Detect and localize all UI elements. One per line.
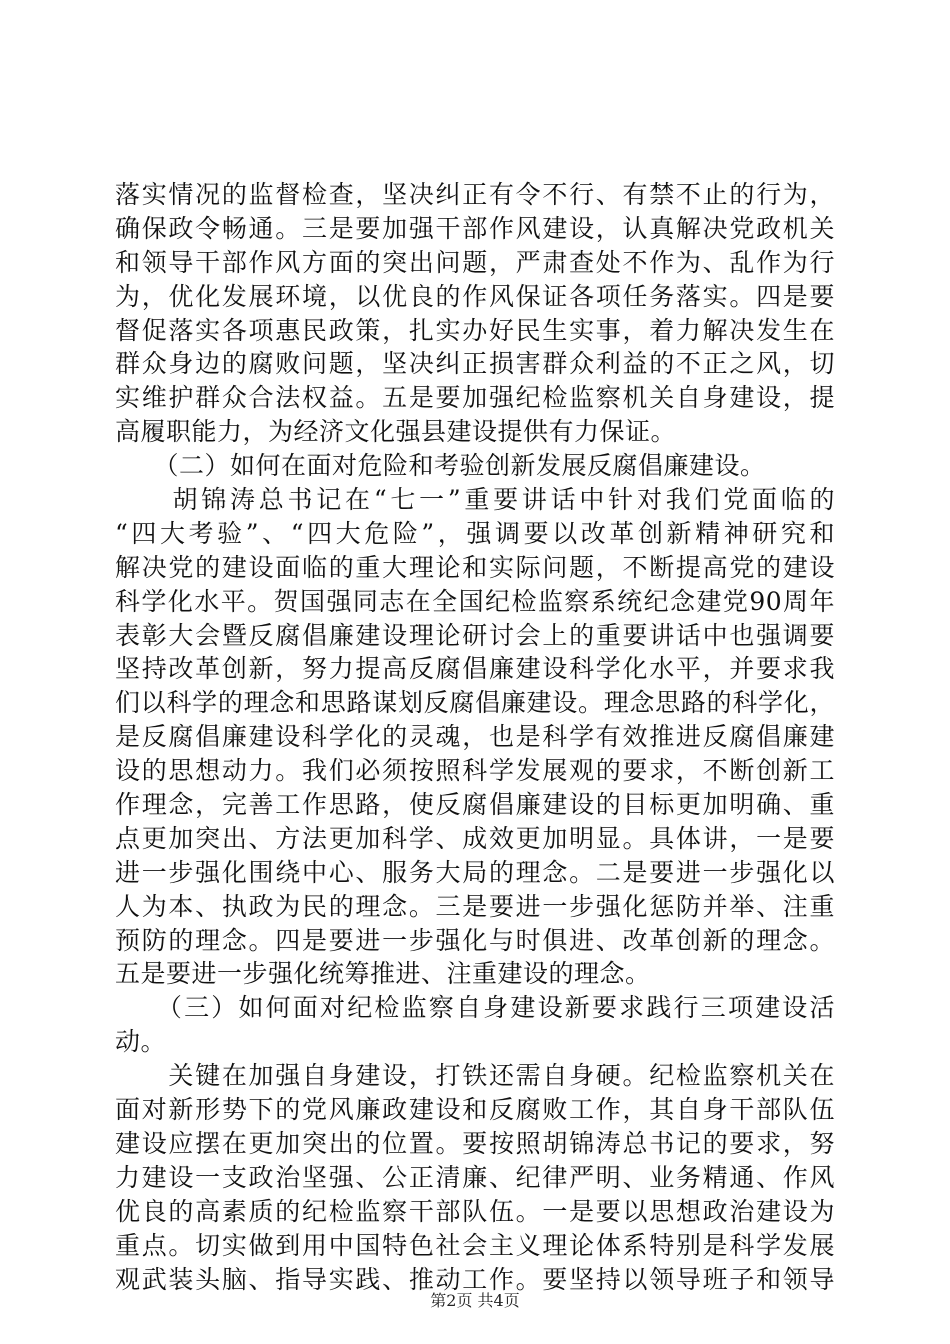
text-line: 动。	[115, 1027, 167, 1057]
text-line: 进一步强化围绕中心、服务大局的理念。二是要进一步强化以	[115, 857, 835, 887]
document-body	[115, 178, 835, 1296]
text-line: 督促落实各项惠民政策，扎实办好民生实事，着力解决发生在	[115, 315, 835, 345]
page-footer: 第2页 共4页	[430, 1291, 520, 1310]
text-line: 预防的理念。四是要进一步强化与时俱进、改革创新的理念。	[115, 925, 835, 955]
text-line: 群众身边的腐败问题，坚决纠正损害群众利益的不正之风，切	[115, 349, 835, 379]
text-line: 力建设一支政治坚强、公正清廉、纪律严明、业务精通、作风	[115, 1162, 835, 1192]
paragraph	[115, 449, 835, 483]
text-line: 落实情况的监督检查，坚决纠正有令不行、有禁不止的行为，	[115, 180, 835, 209]
text-line: “四大考验”、“四大危险”，强调要以改革创新精神研究和	[115, 518, 835, 548]
text-line: 确保政令畅通。三是要加强干部作风建设，认真解决党政机关	[115, 213, 835, 243]
text-line: 是反腐倡廉建设科学化的灵魂，也是科学有效推进反腐倡廉建	[115, 722, 835, 752]
text-line: 和领导干部作风方面的突出问题，严肃查处不作为、乱作为行	[115, 247, 835, 277]
paragraph	[115, 178, 835, 449]
text-line: 重点。切实做到用中国特色社会主义理论体系特别是科学发展	[115, 1230, 835, 1260]
text-line: 人为本、执政为民的理念。三是要进一步强化惩防并举、注重	[115, 891, 835, 921]
text-line: 为，优化发展环境，以优良的作风保证各项任务落实。四是要	[115, 281, 835, 311]
text-line: 科学化水平。贺国强同志在全国纪检监察系统纪念建党90周年	[115, 586, 835, 616]
text-line: 坚持改革创新，努力提高反腐倡廉建设科学化水平，并要求我	[115, 654, 835, 684]
text-line: 五是要进一步强化统筹推进、注重建设的理念。	[115, 959, 651, 989]
text-line: 胡锦涛总书记在“七一”重要讲话中针对我们党面临的	[115, 485, 835, 515]
text-line: 观武装头脑、指导实践、推动工作。要坚持以领导班子和领导	[115, 1264, 835, 1294]
paragraph	[115, 483, 835, 991]
text-line: 表彰大会暨反腐倡廉建设理论研讨会上的重要讲话中也强调要	[115, 620, 835, 650]
text-line: 高履职能力，为经济文化强县建设提供有力保证。	[115, 417, 677, 447]
text-line: （二）如何在面对危险和考验创新发展反腐倡廉建设。	[115, 451, 766, 481]
text-line: 关键在加强自身建设，打铁还需自身硬。纪检监察机关在	[115, 1061, 835, 1091]
text-line: （三）如何面对纪检监察自身建设新要求践行三项建设活	[115, 993, 835, 1023]
text-line: 点更加突出、方法更加科学、成效更加明显。具体讲，一是要	[115, 823, 835, 853]
text-line: 优良的高素质的纪检监察干部队伍。一是要以思想政治建设为	[115, 1196, 835, 1226]
paragraph	[115, 1059, 835, 1296]
text-line: 们以科学的理念和思路谋划反腐倡廉建设。理念思路的科学化，	[115, 688, 835, 718]
text-line: 建设应摆在更加突出的位置。要按照胡锦涛总书记的要求，努	[115, 1128, 835, 1158]
text-line: 设的思想动力。我们必须按照科学发展观的要求，不断创新工	[115, 756, 835, 786]
text-line: 面对新形势下的党风廉政建设和反腐败工作，其自身干部队伍	[115, 1095, 835, 1125]
paragraph	[115, 991, 835, 1059]
text-line: 作理念，完善工作思路，使反腐倡廉建设的目标更加明确、重	[115, 790, 835, 820]
text-line: 实维护群众合法权益。五是要加强纪检监察机关自身建设，提	[115, 383, 835, 413]
text-line: 解决党的建设面临的重大理论和实际问题，不断提高党的建设	[115, 552, 835, 582]
